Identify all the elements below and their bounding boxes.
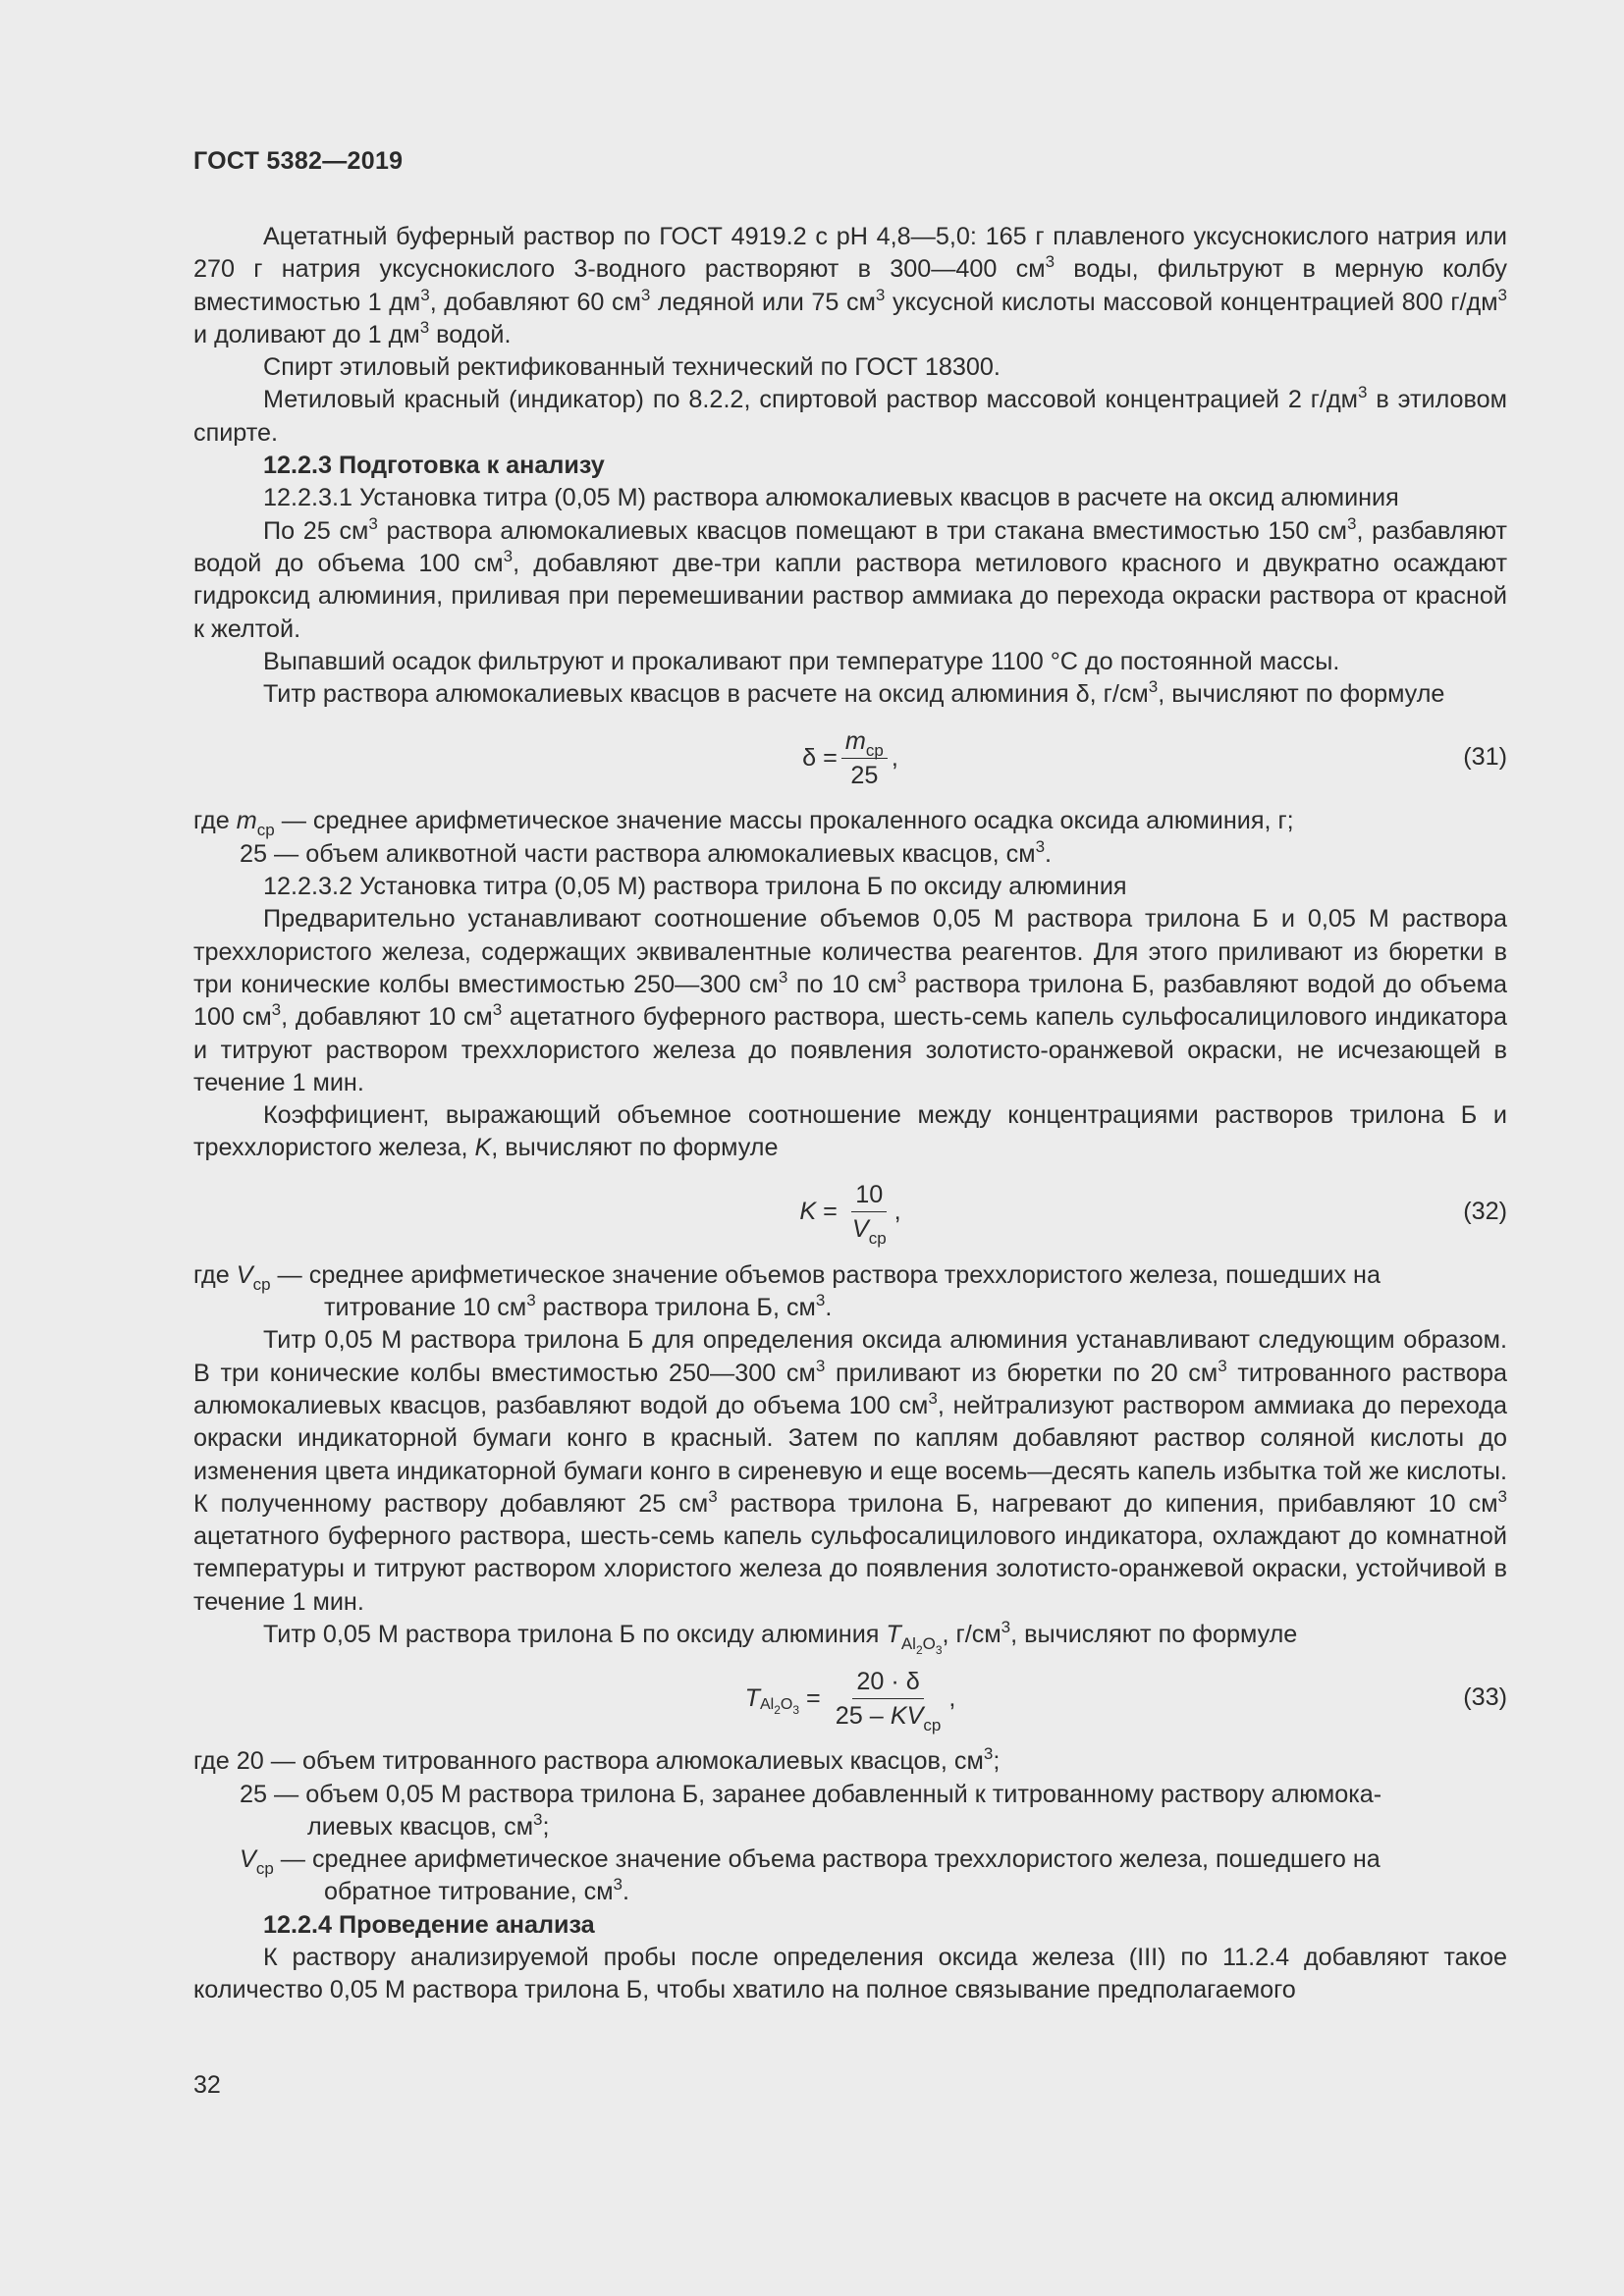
paragraph-ratio-procedure: Предварительно устанавливают соотношение объемов 0,05 М раствора трилона Б и 0,05 М раствора треххлористого железа, содержащих эквивалентные количества реагентов. Для этого приливают из бюретки в три конические колбы вместимостью 250—300 $см^3$ по 10 $см^3$ раствора трилона Б, разбавляют водой до объема 100 $см^3$, добавляют 10 $см^3$ ацетатного буферного раствора, шесть-семь капель сульфосалицилового индикатора и титруют раствором треххлористого железа до появления золотисто-оранжевой окраски, не исчезающей в течение 1 мин.	[193, 905, 1507, 1096]
formula-32: K = $\frac{10}{V_{ср}}$ , (32)	[799, 1181, 1507, 1249]
formula-31: δ = $\frac{m_{ср}}{25}$ , (31)	[802, 726, 1507, 789]
paragraph-titer-alum: Титр раствора алюмокалиевых квасцов в расчете на оксид алюминия δ, $г/см^3$, вычисляют по формуле	[263, 677, 1445, 709]
formula-33: T $Al_2O_3$ = $\frac{20 \cdot \delta}{25 - KV_{ср}}$ , (33)	[744, 1667, 1507, 1735]
paragraph-methyl-red: Метиловый красный (индикатор) по 8.2.2, спиртовой раствор массовой концентрацией 2 $г/дм^3$ в этиловом спирте.	[193, 383, 1507, 447]
fraction: $\frac{m_{ср}}{25}$	[841, 726, 888, 790]
paragraph-coefficient-k: Коэффициент, выражающий объемное соотношение между концентрациями растворов трилона Б и треххлористого железа, K, вычисляют по формуле	[193, 1101, 1507, 1162]
formula-number: (31)	[1463, 743, 1507, 772]
paragraph-precipitation: По 25 $см^3$ раствора алюмокалиевых квасцов помещают в три стакана вместимостью 150 $см^3$, разбавляют водой до объема 100 $см^3$, добавляют две-три капли раствора метилового красного и двукратно осаждают гидроксид алюминия, приливая при перемешивании раствор аммиака до перехода окраски раствора от красной к желтой.	[193, 513, 1507, 643]
section-heading-12-2-4: 12.2.4 Проведение анализа	[263, 1910, 595, 1939]
document-body	[193, 221, 1507, 2007]
section-heading-12-2-3: 12.2.3 Подготовка к анализу	[263, 452, 605, 480]
formula-number: (33)	[1463, 1683, 1507, 1712]
paragraph-12-2-3-2: 12.2.3.2 Установка титра (0,05 М) раствора трилона Б по оксиду алюминия	[263, 873, 1127, 901]
where-block-32: где $V_{ср}$ — среднее арифметическое значение объемов раствора треххлористого железа, пошедших на титрование 10 $см^3$ раствора трилона Б, $см^3$.	[193, 1260, 1380, 1322]
where-block-31: где $m_{ср}$ — среднее арифметическое значение массы прокаленного осадка оксида алюминия, г; 25 — объем аликвотной части раствора алюмокалиевых квасцов, $см^3$.	[193, 807, 1294, 868]
paragraph-analysis: К раствору анализируемой пробы после определения оксида железа (III) по 11.2.4 добавляют такое количество 0,05 М раствора трилона Б, чтобы хватило на полное связывание предполагаемого	[193, 1944, 1507, 2004]
paragraph-ethanol: Спирт этиловый ректификованный технический по ГОСТ 18300.	[263, 353, 1001, 382]
paragraph-acetate-buffer: Ацетатный буферный раствор по ГОСТ 4919.2 с рН 4,8—5,0: 165 г плавленого уксуснокислого натрия или 270 г натрия уксуснокислого 3-водного растворяют в 300—400 $см^3$ воды, фильтруют в мерную колбу вместимостью 1 $дм^3$, добавляют 60 $см^3$ ледяной или 75 $см^3$ уксусной кислоты массовой концентрацией 800 $г/дм^3$ и доливают до 1 $дм^3$ водой.	[193, 223, 1508, 348]
fraction: $\frac{20 \cdot \delta}{25 - KV_{ср}}$	[835, 1667, 942, 1735]
paragraph-titer-trilon: Титр 0,05 М раствора трилона Б для определения оксида алюминия устанавливают следующим образом. В три конические колбы вместимостью 250—300 $см^3$ приливают из бюретки по 20 $см^3$ титрованного раствора алюмокалиевых квасцов, разбавляют водой до объема 100 $см^3$, нейтрализуют раствором аммиака до перехода окраски индикаторной бумаги конго в красный. Затем по каплям добавляют раствор соляной кислоты до изменения цвета индикаторной бумаги конго в сиреневую и еще восемь—десять капель избытка той же кислоты. К полученному раствору добавляют 25 $см^3$ раствора трилона Б, нагревают до кипения, прибавляют 10 $см^3$ ацетатного буферного раствора, шесть-семь капель сульфосалицилового индикатора, охлаждают до комнатной температуры и титруют раствором хлористого железа до появления золотисто-оранжевой окраски, устойчивой в течение 1 мин.	[193, 1326, 1508, 1616]
paragraph-12-2-3-1: 12.2.3.1 Установка титра (0,05 М) раствора алюмокалиевых квасцов в расчете на оксид алюминия	[263, 484, 1399, 512]
formula-number: (32)	[1463, 1197, 1507, 1225]
paragraph-titer-formula-intro: Титр 0,05 М раствора трилона Б по оксиду алюминия $T_{Al_2O_3}$, $г/см^3$, вычисляют по формуле	[263, 1617, 1298, 1657]
page-number: 32	[193, 2071, 221, 2099]
paragraph-calcination: Выпавший осадок фильтруют и прокаливают при температуре 1100 °С до постоянной массы.	[263, 647, 1340, 675]
fraction: $\frac{10}{V_{ср}}$	[851, 1181, 887, 1249]
document-header: ГОСТ 5382—2019	[193, 147, 404, 175]
where-block-33: где 20 — объем титрованного раствора алюмокалиевых квасцов, $см^3$; 25 — объем 0,05 М раствора трилона Б, заранее добавленный к титрованному раствору алюмока- лиевых квасцов, $см^3$; $V_{ср}$ — среднее арифметическое значение объема раствора треххлористого железа, пошедшего на обратное титрование, $см^3$.	[193, 1744, 1382, 1906]
